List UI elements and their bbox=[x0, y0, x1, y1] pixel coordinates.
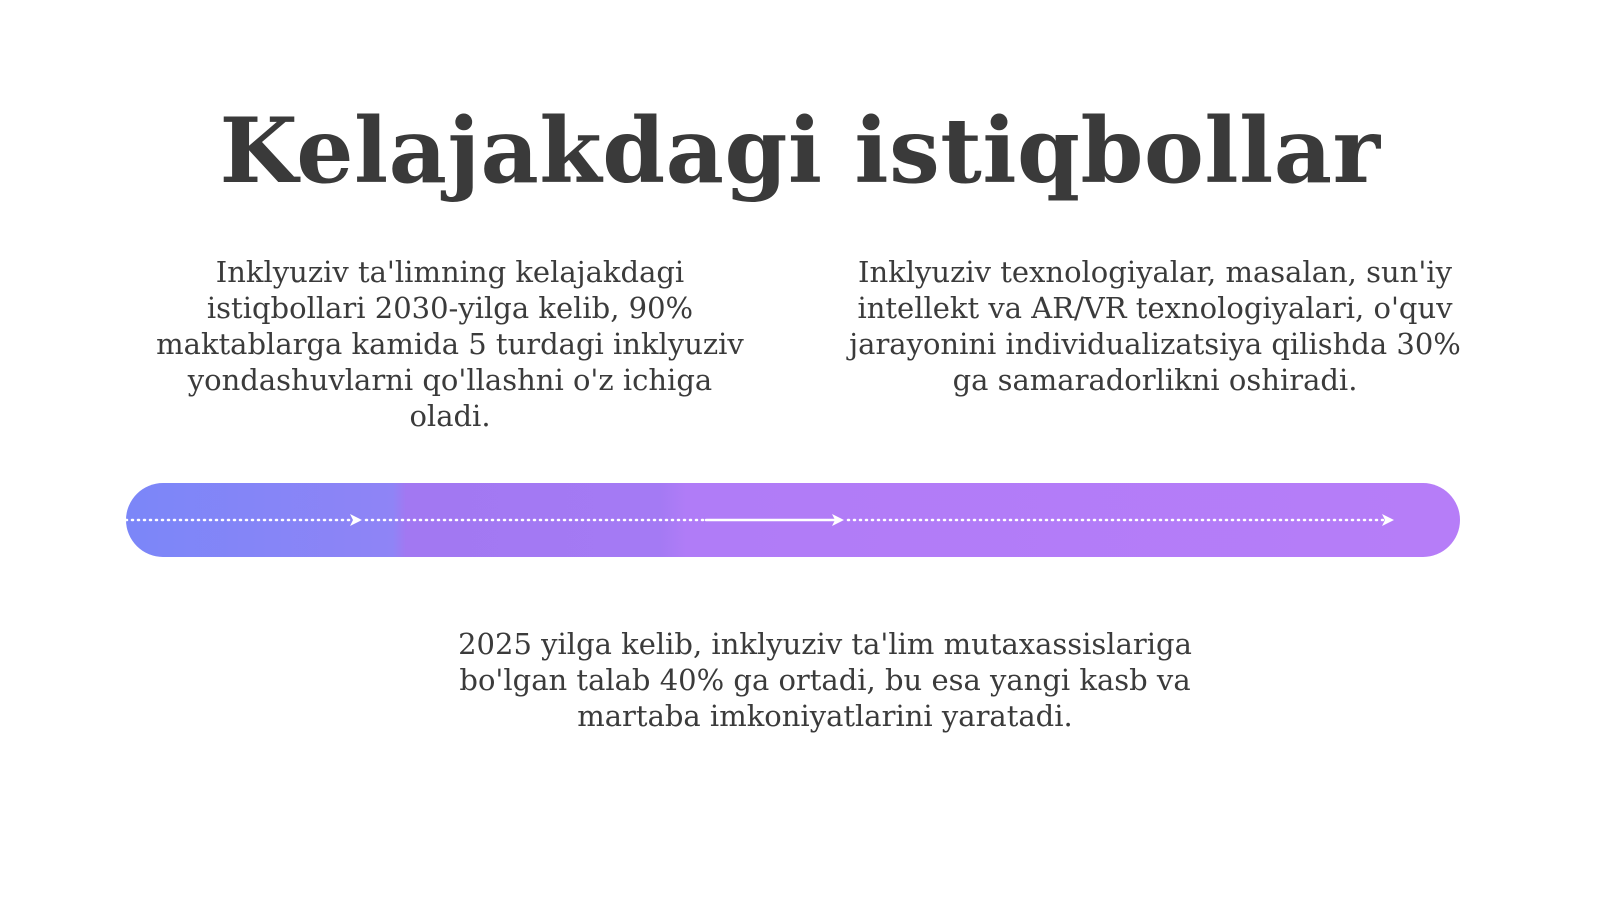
paragraph-bottom: 2025 yilga kelib, inklyuziv ta'lim mutaxassislariga bo'lgan talab 40% ga ortadi, bu esa yangi kasb va martaba imkoniyatlarini yaratadi. bbox=[458, 627, 1192, 733]
arrow-right-icon bbox=[350, 514, 362, 526]
paragraph-right: Inklyuziv texnologiyalar, masalan, sun'iy intellekt va AR/VR texnologiyalari, o'quv jarayonini individualizatsiya qilishda 30% ga samaradorlikni oshiradi. bbox=[849, 255, 1461, 397]
timeline-arrows bbox=[126, 483, 1460, 557]
paragraph-left: Inklyuziv ta'limning kelajakdagi istiqbollari 2030-yilga kelib, 90% maktablarga kamida 5 turdagi inklyuziv yondashuvlarni qo'llashni o'z ichiga oladi. bbox=[156, 255, 744, 433]
timeline-track bbox=[126, 483, 1460, 557]
slide-title: Kelajakdagi istiqbollar bbox=[219, 98, 1381, 205]
